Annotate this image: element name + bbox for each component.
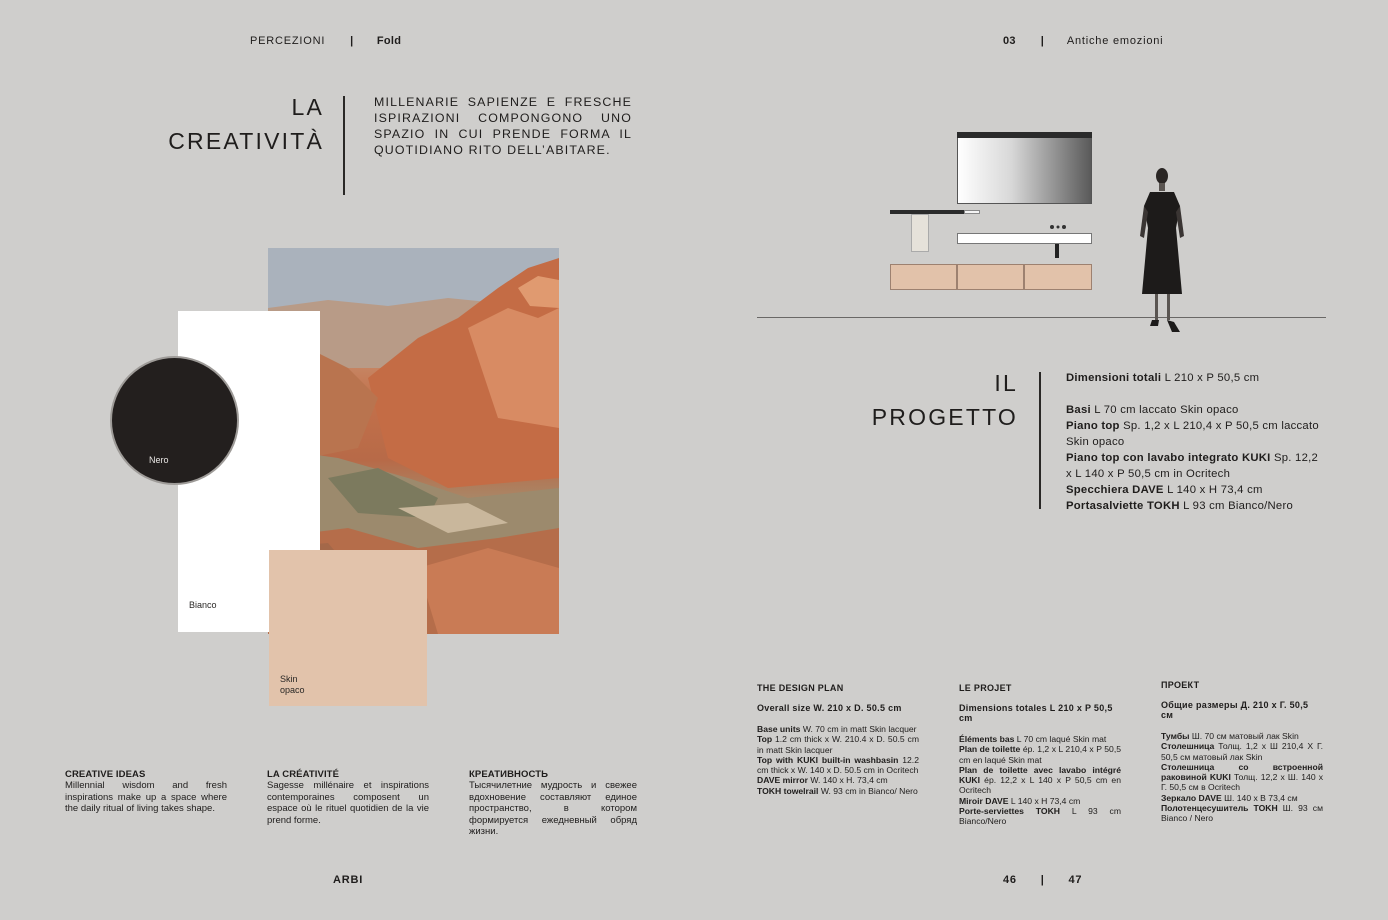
translation-heading: LE PROJET bbox=[959, 683, 1012, 693]
header-separator: | bbox=[1040, 35, 1045, 47]
translation-en bbox=[757, 683, 919, 796]
spec-item bbox=[1066, 418, 1326, 450]
multilingual-heading: CREATIVE IDEAS bbox=[65, 769, 146, 780]
title-line-1: IL bbox=[994, 370, 1018, 396]
spec-label: Dimensioni totali bbox=[1066, 372, 1162, 384]
translation-item-value: L 140 x H 73,4 cm bbox=[1008, 795, 1081, 806]
towel-illustration bbox=[911, 214, 929, 252]
header-number: 03 bbox=[1003, 35, 1016, 47]
translation-items bbox=[1161, 731, 1323, 824]
spec-label: Piano top bbox=[1066, 420, 1120, 432]
mirror-illustration bbox=[957, 132, 1092, 204]
spec-label: Specchiera DAVE bbox=[1066, 484, 1164, 496]
translation-item-value: 1.2 cm thick x W. 210.4 x D. 50.5 cm in matt Skin lacquer bbox=[757, 734, 919, 755]
base-unit-illustration bbox=[957, 264, 1024, 290]
skin-swatch-card bbox=[269, 550, 427, 706]
multilingual-heading: КРЕАТИВНОСТЬ bbox=[469, 769, 549, 780]
swatch-label-white: Bianco bbox=[189, 600, 217, 610]
base-unit-illustration bbox=[1024, 264, 1092, 290]
swatch-label-skin-line1: Skin bbox=[280, 674, 298, 684]
towel-rail-end bbox=[964, 210, 980, 214]
base-unit-illustration bbox=[890, 264, 957, 290]
header-chapter: Antiche emozioni bbox=[1066, 35, 1164, 47]
spec-label: Portasalviette TOKH bbox=[1066, 500, 1180, 512]
footer-pages bbox=[1003, 874, 1082, 886]
title-line-2: PROGETTO bbox=[871, 404, 1018, 430]
translation-item-value: W. 93 cm in Bianco/ Nero bbox=[818, 785, 918, 796]
black-swatch-circle bbox=[110, 356, 239, 485]
translation-item-value: ép. 12,2 x L 140 x P 50,5 cm en Ocritech bbox=[959, 775, 1121, 796]
woman-figure-illustration bbox=[1132, 166, 1198, 336]
multilingual-text: Sagesse millénaire et inspirations contemporaines composent un espace où le rituel quotidien de la vie prend forme. bbox=[267, 780, 429, 826]
spec-item bbox=[1066, 370, 1326, 386]
header-left bbox=[250, 35, 401, 47]
translation-item-value: Толщ. 1,2 x Ш 210,4 X Г. 50,5 см матовый лак Skin bbox=[1161, 741, 1323, 762]
page-number-right: 47 bbox=[1068, 874, 1083, 886]
spec-value: L 70 cm laccato Skin opaco bbox=[1090, 404, 1239, 416]
translation-item-label: Top bbox=[757, 734, 773, 745]
header-section: PERCEZIONI bbox=[250, 35, 326, 47]
header-product: Fold bbox=[376, 35, 402, 47]
washbasin-illustration bbox=[957, 233, 1092, 244]
header-right bbox=[1003, 35, 1163, 47]
translation-item-value: Толщ. 12,2 x Ш. 140 x Г. 50,5 см в Ocritech bbox=[1161, 772, 1323, 793]
translation-items bbox=[959, 734, 1121, 827]
translation-overall: Общие размеры Д. 210 x Г. 50,5 см bbox=[1161, 700, 1309, 720]
translation-item-value: Ш. 93 см Bianco / Nero bbox=[1161, 803, 1323, 824]
multilingual-fr bbox=[267, 769, 429, 826]
spec-label: Basi bbox=[1066, 404, 1091, 416]
translation-item-label: Столешница bbox=[1161, 741, 1215, 752]
translation-item-label: DAVE mirror bbox=[757, 775, 808, 786]
translation-item-label: Plan de toilette bbox=[959, 744, 1021, 755]
translation-fr bbox=[959, 683, 1121, 827]
faucet-handles-illustration bbox=[1049, 217, 1067, 223]
spec-value: L 93 cm Bianco/Nero bbox=[1179, 500, 1293, 512]
spec-item bbox=[1066, 450, 1326, 482]
spec-item bbox=[1066, 402, 1326, 418]
spec-value: Sp. 1,2 x L 210,4 x P 50,5 cm laccato Skin opaco bbox=[1066, 420, 1319, 448]
footer-brand: ARBI bbox=[333, 874, 364, 886]
translation-item-value: L 70 cm laqué Skin mat bbox=[1014, 734, 1107, 744]
translation-overall: Dimensions totales L 210 x P 50,5 cm bbox=[959, 703, 1113, 723]
mirror-top-edge bbox=[957, 132, 1092, 138]
translation-item-value: L 93 cm Bianco/Nero bbox=[959, 806, 1121, 827]
translation-heading: ПРОЕКТ bbox=[1161, 680, 1200, 690]
translation-item-value: 12.2 cm thick x W. 140 x D. 50.5 cm in Ocritech bbox=[757, 754, 919, 776]
translation-item-label: Plan de toilette avec lavabo intégré KUKI bbox=[959, 764, 1121, 786]
translation-item-label: Porte-serviettes TOKH bbox=[959, 806, 1060, 817]
specs-list bbox=[1066, 370, 1326, 514]
translation-ru bbox=[1161, 680, 1323, 824]
page-title-right bbox=[818, 366, 1018, 434]
header-separator: | bbox=[350, 35, 354, 47]
floor-line bbox=[757, 317, 1326, 318]
swatch-label-skin-line2: opaco bbox=[280, 685, 305, 695]
translation-item-value: Ш. 70 см матовый лак Skin bbox=[1189, 731, 1299, 741]
multilingual-text: Тысячилетние мудрость и свежее вдохновение составляют единое пространство, в котором формируется ежедневный обряд жизни. bbox=[469, 780, 637, 837]
translation-item-label: Зеркало DAVE bbox=[1161, 792, 1222, 803]
footer-separator: | bbox=[1040, 874, 1045, 886]
translation-item-label: TOKH towelrail bbox=[757, 785, 819, 796]
title-line-1: LA bbox=[291, 94, 324, 120]
translation-item-label: Base units bbox=[757, 724, 801, 734]
drain-illustration bbox=[1055, 244, 1059, 258]
translation-item-label: Top with KUKI built-in washbasin bbox=[757, 754, 899, 765]
title-line-2: CREATIVITÀ bbox=[168, 128, 324, 154]
swatch-label-skin bbox=[280, 674, 305, 696]
spec-value: L 140 x H 73,4 cm bbox=[1163, 484, 1263, 496]
spec-value: Sp. 12,2 x L 140 x P 50,5 cm in Ocritech bbox=[1066, 452, 1319, 480]
multilingual-heading: LA CRÉATIVITÉ bbox=[267, 769, 340, 780]
translation-item-label: Тумбы bbox=[1161, 731, 1190, 741]
page-title-left bbox=[74, 90, 324, 158]
spec-item bbox=[1066, 498, 1326, 514]
title-divider bbox=[343, 96, 345, 195]
translation-item-value: ép. 1,2 x L 210,4 x P 50,5 cm en laqué Skin mat bbox=[959, 744, 1121, 765]
translation-item-label: Miroir DAVE bbox=[959, 795, 1009, 806]
title-divider bbox=[1039, 372, 1041, 509]
translation-item-value: Ш. 140 x В 73,4 см bbox=[1221, 792, 1298, 803]
translation-heading: THE DESIGN PLAN bbox=[757, 683, 844, 693]
translation-item-value: W. 70 cm in matt Skin lacquer bbox=[800, 724, 917, 734]
spec-value: L 210 x P 50,5 cm bbox=[1161, 372, 1260, 384]
multilingual-text: Millennial wisdom and fresh inspirations make up a space where the daily ritual of living takes shape. bbox=[65, 780, 227, 814]
lead-text: MILLENARIE SAPIENZE E FRESCHE ISPIRAZIONI COMPONGONO UNO SPAZIO IN CUI PRENDE FORMA IL QUOTIDIANO RITO DELL’ABITARE. bbox=[374, 95, 632, 157]
translation-item-value: W. 140 x H. 73,4 cm bbox=[807, 775, 888, 786]
translation-item-label: Столешница со встроенной раковиной KUKI bbox=[1161, 761, 1323, 783]
translation-items bbox=[757, 724, 919, 796]
swatch-label-black: Nero bbox=[149, 455, 169, 465]
page-number-left: 46 bbox=[1003, 874, 1017, 886]
multilingual-ru bbox=[469, 769, 637, 838]
spec-label: Piano top con lavabo integrato KUKI bbox=[1066, 452, 1271, 464]
multilingual-en bbox=[65, 769, 227, 815]
translation-item-label: Éléments bas bbox=[959, 734, 1015, 744]
translation-item-label: Полотенцесушитель TOKH bbox=[1161, 803, 1278, 814]
spec-item bbox=[1066, 482, 1326, 498]
translation-overall: Overall size W. 210 x D. 50.5 cm bbox=[757, 703, 902, 713]
